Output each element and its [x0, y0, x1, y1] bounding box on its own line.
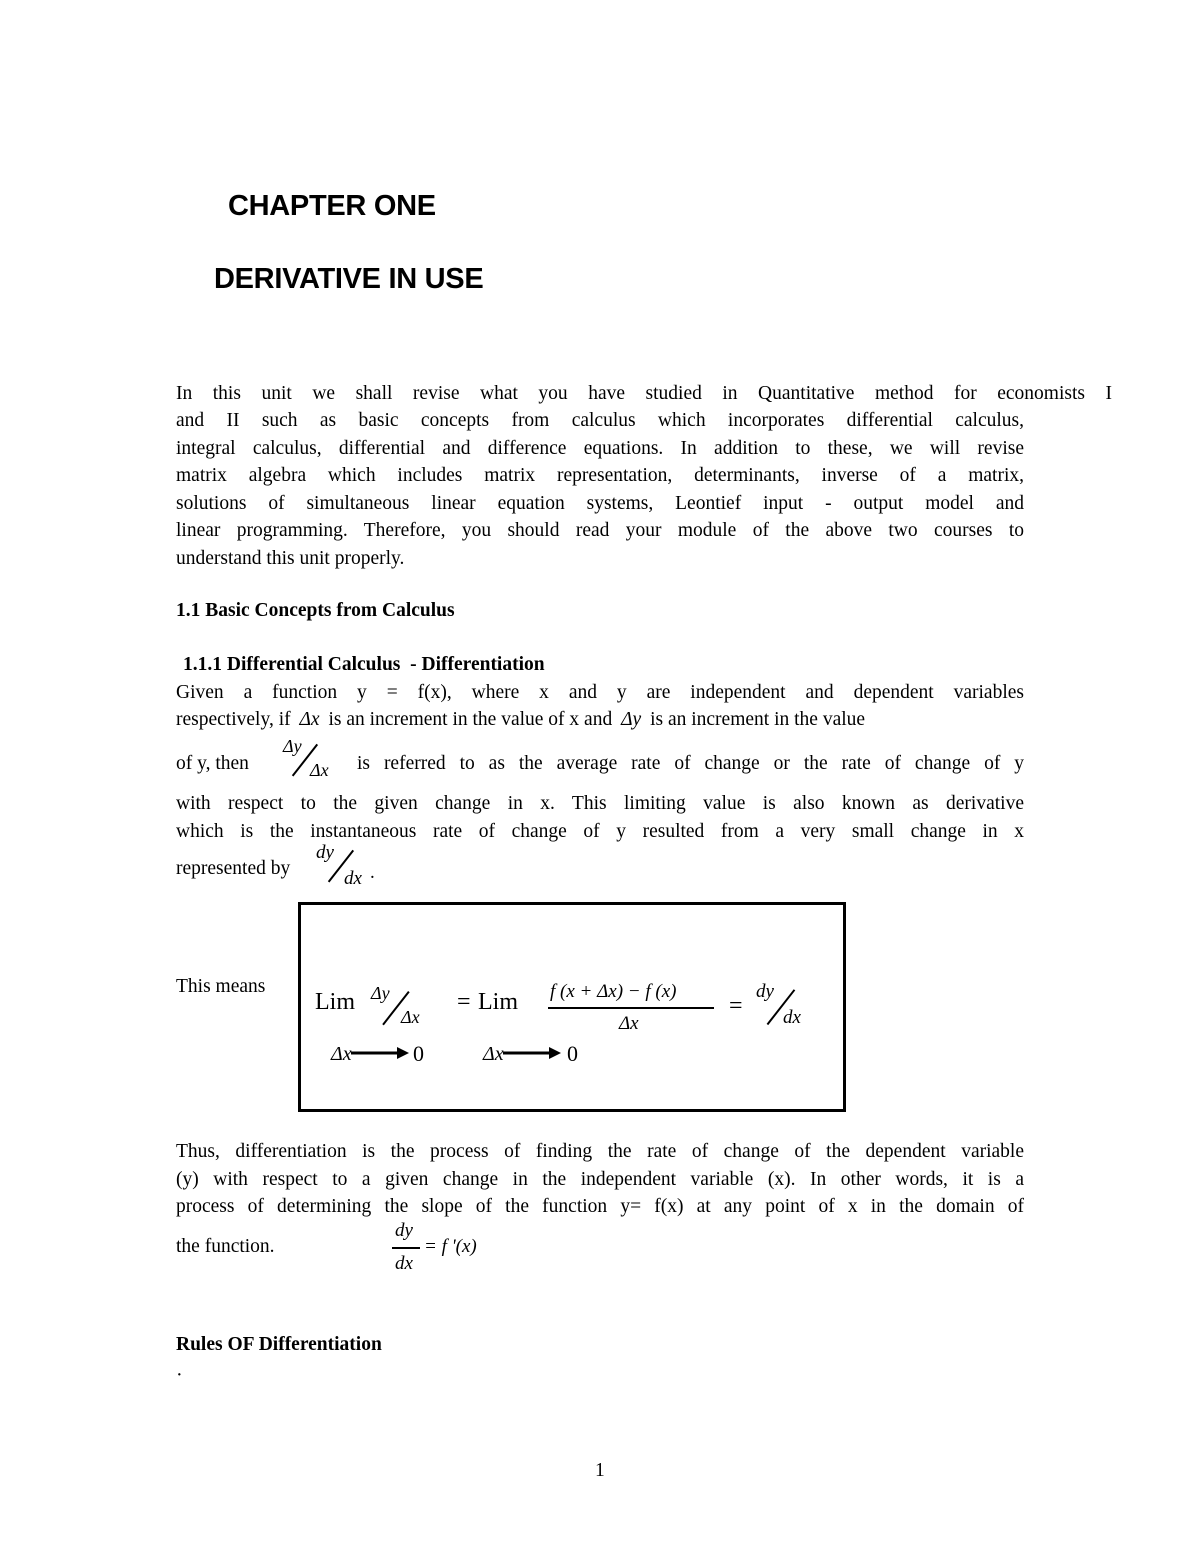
- box-denominator: Δx: [619, 1013, 639, 1034]
- intro-line-3: integral calculus, differential and difference equations. In addition to these, we will revise: [176, 437, 1024, 459]
- box-equals-1: =: [457, 989, 471, 1015]
- chapter-title: CHAPTER ONE: [228, 190, 436, 222]
- limit-zero-1: 0: [413, 1041, 424, 1066]
- intro-line-4: matrix algebra which includes matrix representation, determinants, inverse of a matrix,: [176, 465, 1024, 487]
- chapter-subtitle: DERIVATIVE IN USE: [214, 263, 484, 295]
- this-means-label: This means: [176, 976, 266, 997]
- fraction-numerator-delta-y: Δy: [283, 736, 302, 756]
- thus-line-2: (y) with respect to a given change in the independent variable (x). In other words, it is a: [176, 1168, 1024, 1190]
- differential-line-1-wrap: [176, 679, 1024, 707]
- thus-line-3: process of determining the slope of the function y= f(x) at any point of x in the domain of: [176, 1196, 1024, 1218]
- differential-line-5: which is the instantaneous rate of change of y resulted from a very small change in x: [176, 820, 1024, 842]
- page-number: 1: [595, 1460, 605, 1481]
- box-delta-y: Δy: [371, 983, 390, 1003]
- intro-line-6: linear programming. Therefore, you should read your module of the above two courses to: [176, 520, 1024, 542]
- intro-paragraph: [176, 407, 1024, 573]
- differential-line-2-a: respectively, if: [176, 709, 291, 730]
- intro-line-1: In this unit we shall revise what you have studied in Quantitative method for economists I: [176, 383, 1112, 404]
- inline-dx: dx: [344, 868, 362, 889]
- arrow-right-icon: [351, 1046, 409, 1060]
- intro-line-5: solutions of simultaneous linear equation systems, Leontief input - output model and: [176, 492, 1024, 514]
- limit-var-1: Δx: [331, 1043, 352, 1065]
- fraction-delta-y-over-delta-x: [280, 736, 342, 786]
- intro-line-2: and II such as basic concepts from calculus which incorporates differential calculus,: [176, 410, 1024, 431]
- thus-line-1: Thus, differentiation is the process of finding the rate of change of the dependent variable: [176, 1141, 1024, 1162]
- section-heading-1-1: 1.1 Basic Concepts from Calculus: [176, 600, 455, 621]
- delta-x-symbol: Δx: [299, 709, 320, 730]
- box-numerator: f (x + Δx) − f (x): [550, 981, 677, 1002]
- lim-left: Lim: [315, 989, 355, 1015]
- box-delta-x: Δx: [401, 1007, 420, 1027]
- differential-line-4: with respect to the given change in x. This limiting value is also known as derivative: [176, 793, 1024, 814]
- thus-paragraph: [176, 1138, 1024, 1221]
- derivative-equation: [392, 1220, 532, 1280]
- box-equals-2: =: [729, 993, 743, 1019]
- intro-line-7: understand this unit properly.: [176, 547, 405, 569]
- fraction-denominator-delta-x: Δx: [310, 760, 329, 780]
- delta-y-symbol: Δy: [621, 709, 642, 730]
- lim-right: Lim: [478, 989, 518, 1015]
- limit-zero-2: 0: [567, 1041, 578, 1066]
- box-dx: dx: [783, 1007, 801, 1028]
- differential-line-1: Given a function y = f(x), where x and y are independent and dependent variables: [176, 682, 1024, 703]
- box-fraction-bar: [548, 1007, 714, 1009]
- limit-var-2: Δx: [483, 1043, 504, 1065]
- differential-line-6-a: represented by: [176, 858, 291, 879]
- eq-f-prime: = f '(x): [424, 1236, 477, 1257]
- inline-period: .: [370, 862, 375, 883]
- limit-definition-box: [298, 902, 846, 1112]
- differential-lines-4-5: [176, 790, 1024, 845]
- thus-line-4: the function.: [176, 1236, 275, 1257]
- inline-dy: dy: [316, 842, 334, 863]
- differential-line-3-b: is referred to as the average rate of change or the rate of change of y: [357, 753, 1024, 774]
- rules-heading: Rules OF Differentiation: [176, 1334, 382, 1355]
- eq-fraction-bar: [392, 1247, 420, 1249]
- differential-line-2-c: is an increment in the value: [650, 709, 866, 730]
- eq-dy: dy: [395, 1220, 413, 1241]
- box-dy: dy: [756, 981, 774, 1002]
- eq-dx: dx: [395, 1253, 413, 1274]
- differential-line-2-b: is an increment in the value of x and: [328, 709, 613, 730]
- differential-line-2: [176, 706, 1024, 734]
- bullet-mark: ·: [176, 1364, 183, 1386]
- arrow-right-icon: [503, 1046, 561, 1060]
- section-heading-1-1-1: 1.1.1 Differential Calculus - Differentiation: [183, 654, 545, 675]
- differential-line-3-a: of y, then: [176, 753, 249, 774]
- fraction-dy-over-dx-inline: [312, 842, 382, 892]
